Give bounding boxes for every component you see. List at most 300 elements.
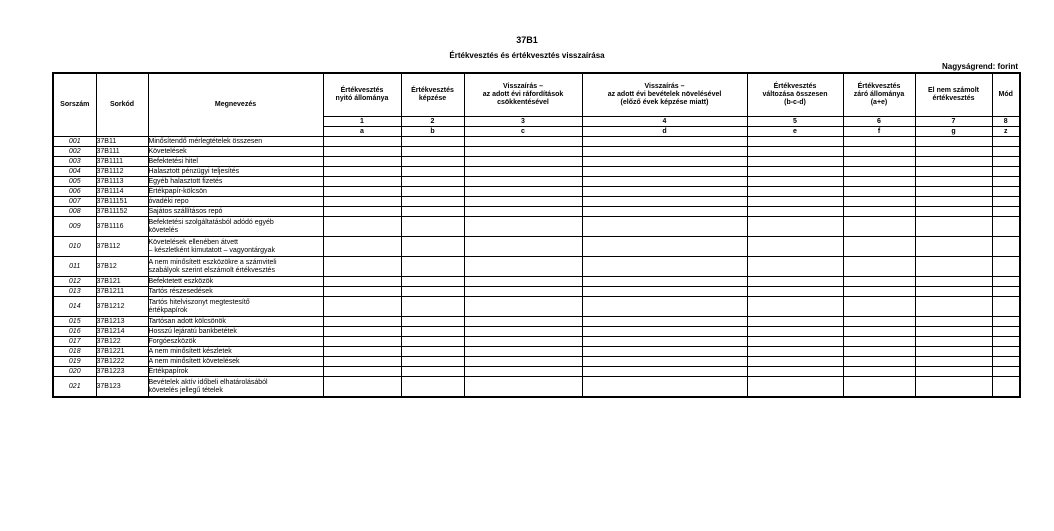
value-cell-f[interactable] (843, 207, 915, 217)
row-sorszam: 016 (53, 327, 96, 337)
row-megnevezes-line: A nem minősített készletek (148, 347, 232, 355)
value-cell-e[interactable] (747, 317, 843, 327)
row-sorkod: 37B1214 (96, 327, 148, 337)
row-megnevezes (148, 347, 323, 357)
value-cell-a[interactable] (323, 197, 401, 207)
row-megnevezes-line: követelés (148, 226, 179, 234)
header-megnevezes: Megnevezés (148, 73, 323, 137)
row-megnevezes (148, 297, 323, 317)
row-megnevezes-line: Halasztott pénzügyi teljesítés (148, 167, 240, 175)
row-megnevezes (148, 177, 323, 187)
value-cell-b[interactable] (401, 217, 464, 237)
table-row (53, 137, 1020, 147)
row-sorszam: 019 (53, 357, 96, 367)
row-megnevezes (148, 187, 323, 197)
value-cell-e[interactable] (747, 287, 843, 297)
row-megnevezes-line: Befektetett eszközök (148, 277, 214, 285)
row-sorszam: 010 (53, 237, 96, 257)
row-sorkod: 37B1116 (96, 217, 148, 237)
value-cell-g[interactable] (915, 277, 992, 287)
row-sorkod: 37B1211 (96, 287, 148, 297)
column-number: 3 (464, 117, 582, 127)
value-cell-b[interactable] (401, 277, 464, 287)
value-cell-z[interactable] (992, 317, 1020, 327)
value-cell-f[interactable] (843, 197, 915, 207)
value-cell-d[interactable] (582, 147, 747, 157)
value-cell-e[interactable] (747, 347, 843, 357)
value-cell-c[interactable] (464, 147, 582, 157)
column-letter: d (582, 127, 747, 137)
value-cell-a[interactable] (323, 237, 401, 257)
value-cell-c[interactable] (464, 207, 582, 217)
value-cell-z[interactable] (992, 377, 1020, 398)
value-cell-d[interactable] (582, 357, 747, 367)
value-cell-a[interactable] (323, 327, 401, 337)
value-cell-g[interactable] (915, 207, 992, 217)
value-cell-d[interactable] (582, 167, 747, 177)
table-row (53, 237, 1020, 257)
table-row (53, 147, 1020, 157)
value-cell-b[interactable] (401, 347, 464, 357)
value-cell-c[interactable] (464, 237, 582, 257)
row-megnevezes (148, 327, 323, 337)
table-row (53, 207, 1020, 217)
value-cell-e[interactable] (747, 377, 843, 398)
value-cell-b[interactable] (401, 327, 464, 337)
row-sorszam: 020 (53, 367, 96, 377)
value-cell-z[interactable] (992, 207, 1020, 217)
row-megnevezes (148, 207, 323, 217)
column-letter: f (843, 127, 915, 137)
table-row (53, 297, 1020, 317)
header-col7: El nem számolt értékvesztés (915, 73, 992, 117)
table-row (53, 287, 1020, 297)
value-cell-c[interactable] (464, 177, 582, 187)
value-cell-c[interactable] (464, 347, 582, 357)
row-sorszam: 015 (53, 317, 96, 327)
header-row (53, 73, 1020, 117)
value-cell-d[interactable] (582, 317, 747, 327)
value-cell-c[interactable] (464, 317, 582, 327)
table-row (53, 177, 1020, 187)
row-megnevezes-line: Követelések (148, 147, 187, 155)
value-cell-b[interactable] (401, 137, 464, 147)
value-cell-f[interactable] (843, 377, 915, 398)
value-cell-g[interactable] (915, 367, 992, 377)
row-megnevezes (148, 197, 323, 207)
value-cell-f[interactable] (843, 167, 915, 177)
row-megnevezes (148, 147, 323, 157)
value-cell-f[interactable] (843, 217, 915, 237)
row-sorkod: 37B12 (96, 257, 148, 277)
row-megnevezes-line: Sajátos szállításos repó (148, 207, 223, 215)
value-cell-b[interactable] (401, 297, 464, 317)
value-cell-d[interactable] (582, 237, 747, 257)
row-megnevezes-line: Hosszú lejáratú bankbetétek (148, 327, 237, 335)
table-row (53, 157, 1020, 167)
column-letter: b (401, 127, 464, 137)
value-cell-g[interactable] (915, 147, 992, 157)
value-cell-a[interactable] (323, 137, 401, 147)
value-cell-f[interactable] (843, 147, 915, 157)
row-megnevezes-line: szabályok szerint elszámolt értékvesztés (148, 266, 275, 274)
row-megnevezes-line: – készletként kimutatott – vagyontárgyak (148, 246, 275, 254)
value-cell-g[interactable] (915, 177, 992, 187)
value-cell-d[interactable] (582, 337, 747, 347)
row-sorkod: 37B123 (96, 377, 148, 398)
value-cell-g[interactable] (915, 317, 992, 327)
value-cell-b[interactable] (401, 197, 464, 207)
row-megnevezes-line: Minősítendő mérlegtételek összesen (148, 137, 263, 145)
value-cell-z[interactable] (992, 257, 1020, 277)
row-megnevezes-line: Követelések ellenében átvett (148, 238, 239, 246)
value-cell-d[interactable] (582, 187, 747, 197)
value-cell-b[interactable] (401, 237, 464, 257)
value-cell-c[interactable] (464, 217, 582, 237)
row-sorszam: 006 (53, 187, 96, 197)
value-cell-f[interactable] (843, 297, 915, 317)
row-megnevezes-line: Befektetési szolgáltatásból adódó egyéb (148, 218, 274, 226)
value-cell-d[interactable] (582, 217, 747, 237)
value-cell-g[interactable] (915, 187, 992, 197)
value-cell-e[interactable] (747, 257, 843, 277)
value-cell-g[interactable] (915, 217, 992, 237)
value-cell-e[interactable] (747, 367, 843, 377)
value-cell-a[interactable] (323, 187, 401, 197)
column-number: 2 (401, 117, 464, 127)
row-megnevezes-line: óvadéki repo (148, 197, 189, 205)
row-sorkod: 37B1111 (96, 157, 148, 167)
value-cell-a[interactable] (323, 357, 401, 367)
value-cell-z[interactable] (992, 197, 1020, 207)
value-cell-c[interactable] (464, 257, 582, 277)
value-cell-c[interactable] (464, 377, 582, 398)
value-cell-d[interactable] (582, 347, 747, 357)
table-row (53, 377, 1020, 398)
value-cell-a[interactable] (323, 367, 401, 377)
value-cell-c[interactable] (464, 197, 582, 207)
value-cell-c[interactable] (464, 327, 582, 337)
value-cell-b[interactable] (401, 317, 464, 327)
column-number: 5 (747, 117, 843, 127)
value-cell-f[interactable] (843, 317, 915, 327)
value-cell-g[interactable] (915, 357, 992, 367)
value-cell-z[interactable] (992, 327, 1020, 337)
header-sorszam: Sorszám (53, 73, 96, 137)
value-cell-b[interactable] (401, 187, 464, 197)
value-cell-d[interactable] (582, 367, 747, 377)
row-megnevezes (148, 367, 323, 377)
row-sorszam: 011 (53, 257, 96, 277)
row-sorkod: 37B11151 (96, 197, 148, 207)
value-cell-g[interactable] (915, 257, 992, 277)
table-row (53, 277, 1020, 287)
value-cell-f[interactable] (843, 287, 915, 297)
value-cell-f[interactable] (843, 357, 915, 367)
value-cell-c[interactable] (464, 337, 582, 347)
value-cell-e[interactable] (747, 277, 843, 287)
value-cell-b[interactable] (401, 207, 464, 217)
row-sorszam: 008 (53, 207, 96, 217)
value-cell-z[interactable] (992, 367, 1020, 377)
value-cell-g[interactable] (915, 157, 992, 167)
value-cell-g[interactable] (915, 337, 992, 347)
column-letter: e (747, 127, 843, 137)
value-cell-a[interactable] (323, 297, 401, 317)
table-row (53, 187, 1020, 197)
value-cell-c[interactable] (464, 167, 582, 177)
row-sorkod: 37B121 (96, 277, 148, 287)
value-cell-d[interactable] (582, 197, 747, 207)
value-cell-b[interactable] (401, 287, 464, 297)
value-cell-c[interactable] (464, 277, 582, 287)
value-cell-b[interactable] (401, 177, 464, 187)
value-cell-z[interactable] (992, 177, 1020, 187)
table-row (53, 197, 1020, 207)
row-sorszam: 007 (53, 197, 96, 207)
form-code: 37B1 (516, 35, 538, 45)
value-cell-d[interactable] (582, 327, 747, 337)
header-col4: Visszaírás – az adott évi bevételek növelésével (előző évek képzése miatt) (582, 73, 747, 117)
row-sorszam: 005 (53, 177, 96, 187)
value-cell-f[interactable] (843, 367, 915, 377)
value-cell-c[interactable] (464, 367, 582, 377)
row-megnevezes-line: értékpapírok (148, 306, 188, 314)
row-megnevezes-line: Tartós részesedések (148, 287, 213, 295)
value-cell-z[interactable] (992, 347, 1020, 357)
value-cell-f[interactable] (843, 137, 915, 147)
value-cell-a[interactable] (323, 147, 401, 157)
value-cell-a[interactable] (323, 207, 401, 217)
header-col1: Értékvesztés nyitó állománya (323, 73, 401, 117)
value-cell-d[interactable] (582, 377, 747, 398)
value-cell-z[interactable] (992, 187, 1020, 197)
column-letter: a (323, 127, 401, 137)
row-megnevezes-line: Befektetési hitel (148, 157, 198, 165)
row-megnevezes-line: Tartósan adott kölcsönök (148, 317, 226, 325)
value-cell-a[interactable] (323, 217, 401, 237)
value-cell-e[interactable] (747, 237, 843, 257)
value-cell-z[interactable] (992, 157, 1020, 167)
value-cell-f[interactable] (843, 177, 915, 187)
column-letter: c (464, 127, 582, 137)
value-cell-a[interactable] (323, 337, 401, 347)
value-cell-d[interactable] (582, 137, 747, 147)
column-letter: g (915, 127, 992, 137)
row-sorszam: 002 (53, 147, 96, 157)
row-sorszam: 013 (53, 287, 96, 297)
row-sorkod: 37B11 (96, 137, 148, 147)
value-cell-g[interactable] (915, 347, 992, 357)
value-cell-f[interactable] (843, 277, 915, 287)
row-megnevezes (148, 137, 323, 147)
row-sorkod: 37B1112 (96, 167, 148, 177)
row-megnevezes-line: A nem minősített követelések (148, 357, 240, 365)
value-cell-f[interactable] (843, 347, 915, 357)
value-cell-d[interactable] (582, 157, 747, 167)
value-cell-f[interactable] (843, 157, 915, 167)
value-cell-b[interactable] (401, 167, 464, 177)
value-cell-z[interactable] (992, 137, 1020, 147)
value-cell-c[interactable] (464, 157, 582, 167)
row-sorszam: 001 (53, 137, 96, 147)
table-row (53, 347, 1020, 357)
row-megnevezes-line: Forgóeszközök (148, 337, 196, 345)
value-cell-a[interactable] (323, 377, 401, 398)
value-cell-c[interactable] (464, 287, 582, 297)
value-cell-z[interactable] (992, 147, 1020, 157)
row-megnevezes (148, 357, 323, 367)
header-col8: Mód (992, 73, 1020, 117)
table-row (53, 217, 1020, 237)
value-cell-z[interactable] (992, 337, 1020, 347)
value-cell-a[interactable] (323, 257, 401, 277)
value-cell-f[interactable] (843, 257, 915, 277)
value-cell-a[interactable] (323, 157, 401, 167)
value-cell-a[interactable] (323, 317, 401, 327)
value-cell-d[interactable] (582, 277, 747, 287)
row-sorszam: 017 (53, 337, 96, 347)
row-sorszam: 021 (53, 377, 96, 398)
value-cell-e[interactable] (747, 337, 843, 347)
column-number: 1 (323, 117, 401, 127)
value-cell-z[interactable] (992, 287, 1020, 297)
value-cell-e[interactable] (747, 177, 843, 187)
value-cell-b[interactable] (401, 377, 464, 398)
value-cell-d[interactable] (582, 297, 747, 317)
value-cell-e[interactable] (747, 207, 843, 217)
value-cell-g[interactable] (915, 237, 992, 257)
row-megnevezes (148, 237, 323, 257)
value-cell-d[interactable] (582, 177, 747, 187)
value-cell-e[interactable] (747, 187, 843, 197)
value-cell-b[interactable] (401, 367, 464, 377)
row-sorszam: 012 (53, 277, 96, 287)
row-sorszam: 004 (53, 167, 96, 177)
column-number: 7 (915, 117, 992, 127)
row-sorkod: 37B111 (96, 147, 148, 157)
form-title: Értékvesztés és értékvesztés visszaírása (449, 51, 605, 60)
value-cell-e[interactable] (747, 137, 843, 147)
value-cell-g[interactable] (915, 377, 992, 398)
value-cell-g[interactable] (915, 297, 992, 317)
value-cell-b[interactable] (401, 157, 464, 167)
value-cell-z[interactable] (992, 237, 1020, 257)
value-cell-z[interactable] (992, 297, 1020, 317)
value-cell-f[interactable] (843, 237, 915, 257)
table-row (53, 167, 1020, 177)
value-cell-e[interactable] (747, 147, 843, 157)
value-cell-e[interactable] (747, 157, 843, 167)
row-sorkod: 37B122 (96, 337, 148, 347)
value-cell-z[interactable] (992, 167, 1020, 177)
value-cell-b[interactable] (401, 257, 464, 277)
value-cell-c[interactable] (464, 187, 582, 197)
row-megnevezes-line: A nem minősített eszközökre a számviteli (148, 258, 277, 266)
value-cell-z[interactable] (992, 357, 1020, 367)
value-cell-z[interactable] (992, 277, 1020, 287)
row-megnevezes (148, 287, 323, 297)
header-sorkod: Sorkód (96, 73, 148, 137)
table-row (53, 367, 1020, 377)
table-row (53, 327, 1020, 337)
value-cell-d[interactable] (582, 287, 747, 297)
value-cell-e[interactable] (747, 297, 843, 317)
row-megnevezes (148, 277, 323, 287)
row-megnevezes-line: Bevételek aktív időbeli elhatárolásából (148, 378, 268, 386)
value-cell-c[interactable] (464, 137, 582, 147)
value-cell-f[interactable] (843, 187, 915, 197)
value-cell-e[interactable] (747, 197, 843, 207)
header-col2: Értékvesztés képzése (401, 73, 464, 117)
value-cell-f[interactable] (843, 327, 915, 337)
value-cell-d[interactable] (582, 257, 747, 277)
value-cell-c[interactable] (464, 357, 582, 367)
value-cell-e[interactable] (747, 167, 843, 177)
row-sorkod: 37B1223 (96, 367, 148, 377)
row-sorszam: 014 (53, 297, 96, 317)
value-cell-d[interactable] (582, 207, 747, 217)
row-megnevezes (148, 337, 323, 347)
value-cell-g[interactable] (915, 287, 992, 297)
column-number: 6 (843, 117, 915, 127)
value-cell-g[interactable] (915, 197, 992, 207)
row-sorszam: 018 (53, 347, 96, 357)
row-sorkod: 37B1222 (96, 357, 148, 367)
row-megnevezes-line: Egyéb halasztott fizetés (148, 177, 223, 185)
row-megnevezes (148, 167, 323, 177)
header-col6: Értékvesztés záró állománya (a+e) (843, 73, 915, 117)
value-cell-e[interactable] (747, 357, 843, 367)
table-row (53, 317, 1020, 327)
value-cell-a[interactable] (323, 167, 401, 177)
row-sorkod: 37B11152 (96, 207, 148, 217)
value-cell-e[interactable] (747, 217, 843, 237)
column-letter: z (992, 127, 1020, 137)
value-cell-g[interactable] (915, 327, 992, 337)
value-cell-c[interactable] (464, 297, 582, 317)
row-sorkod: 37B1221 (96, 347, 148, 357)
value-cell-e[interactable] (747, 327, 843, 337)
value-cell-g[interactable] (915, 137, 992, 147)
value-cell-f[interactable] (843, 337, 915, 347)
row-sorkod: 37B1212 (96, 297, 148, 317)
row-sorszam: 009 (53, 217, 96, 237)
value-cell-b[interactable] (401, 357, 464, 367)
value-cell-a[interactable] (323, 347, 401, 357)
table-row (53, 337, 1020, 347)
row-megnevezes (148, 377, 323, 398)
row-sorszam: 003 (53, 157, 96, 167)
column-number: 4 (582, 117, 747, 127)
row-megnevezes (148, 317, 323, 327)
column-number: 8 (992, 117, 1020, 127)
value-cell-a[interactable] (323, 177, 401, 187)
value-cell-z[interactable] (992, 217, 1020, 237)
value-cell-b[interactable] (401, 147, 464, 157)
value-cell-g[interactable] (915, 167, 992, 177)
value-cell-b[interactable] (401, 337, 464, 347)
value-cell-a[interactable] (323, 277, 401, 287)
data-table (52, 72, 1021, 398)
value-cell-a[interactable] (323, 287, 401, 297)
row-sorkod: 37B1213 (96, 317, 148, 327)
row-megnevezes-line: Tartós hitelviszonyt megtestesítő (148, 298, 250, 306)
row-megnevezes (148, 157, 323, 167)
row-megnevezes-line: követelés jellegű tételek (148, 386, 223, 394)
header-col3: Visszaírás – az adott évi ráfordítások csökkentésével (464, 73, 582, 117)
table-row (53, 357, 1020, 367)
